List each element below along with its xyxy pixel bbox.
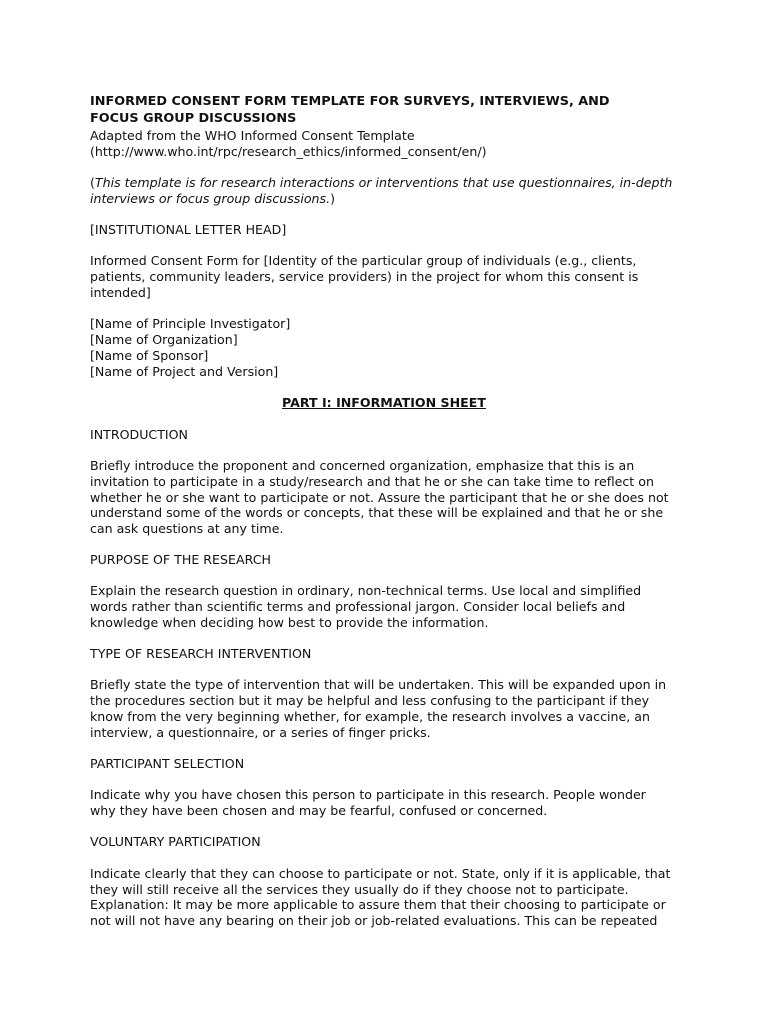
section-text-line: Briefly introduce the proponent and concerned organization, emphasize that this is an [90, 458, 635, 473]
consent-for-line-1: Informed Consent Form for [Identity of the particular group of individuals (e.g., clients, [90, 253, 637, 268]
section-heading: PURPOSE OF THE RESEARCH [90, 552, 271, 567]
part-heading-text: PART I: INFORMATION SHEET [282, 395, 486, 410]
section-heading: TYPE OF RESEARCH INTERVENTION [90, 646, 312, 661]
section-text-line: knowledge when deciding how best to provide the information. [90, 615, 489, 630]
section-text-line: understand some of the words or concepts, that these will be explained and that he or she [90, 505, 664, 520]
section-text-line: invitation to participate in a study/research and that he or she can take time to reflect on [90, 474, 654, 489]
section-text-line: can ask questions at any time. [90, 521, 284, 536]
project-version-placeholder: [Name of Project and Version] [90, 364, 279, 379]
who-url-line: (http://www.who.int/rpc/research_ethics/informed_consent/en/) [90, 144, 487, 159]
section-text-line: Indicate why you have chosen this person to participate in this research. People wonder [90, 787, 646, 802]
part-heading [0, 395, 768, 411]
template-note-line-1 [90, 175, 672, 191]
template-note-line-2 [90, 191, 335, 207]
section-heading: INTRODUCTION [90, 427, 188, 442]
section-text-line: Indicate clearly that they can choose to participate or not. State, only if it is applicable, that [90, 866, 671, 881]
section-heading: VOLUNTARY PARTICIPATION [90, 834, 261, 849]
document-title-line-2: FOCUS GROUP DISCUSSIONS [90, 111, 297, 126]
section-text-line: whether he or she want to participate or not. Assure the participant that he or she does not [90, 490, 669, 505]
principal-investigator-placeholder: [Name of Principle Investigator] [90, 316, 291, 331]
template-note-open-paren: ( [90, 175, 95, 190]
section-text-line: why they have been chosen and may be fearful, confused or concerned. [90, 803, 548, 818]
section-text-line: the procedures section but it may be helpful and less confusing to the participant if they [90, 693, 650, 708]
section-text-line: Explain the research question in ordinary, non-technical terms. Use local and simplified [90, 583, 642, 598]
section-text-line: interview, a questionnaire, or a series of finger pricks. [90, 725, 431, 740]
template-note-italic-2: interviews or focus group discussions. [90, 191, 331, 206]
section-heading: PARTICIPANT SELECTION [90, 756, 245, 771]
adapted-from-line: Adapted from the WHO Informed Consent Template [90, 128, 415, 143]
letterhead-placeholder: [INSTITUTIONAL LETTER HEAD] [90, 222, 287, 237]
section-text-line: Briefly state the type of intervention that will be undertaken. This will be expanded upon in [90, 677, 667, 692]
section-text-line: they will still receive all the services they usually do if they choose not to participate. [90, 882, 629, 897]
section-text-line: Explanation: It may be more applicable to assure them that their choosing to participate or [90, 897, 666, 912]
consent-for-line-3: intended] [90, 285, 151, 300]
sponsor-placeholder: [Name of Sponsor] [90, 348, 209, 363]
organization-placeholder: [Name of Organization] [90, 332, 238, 347]
document-title-line-1: INFORMED CONSENT FORM TEMPLATE FOR SURVEYS, INTERVIEWS, AND [90, 94, 610, 109]
template-note-italic-1: This template is for research interactions or interventions that use questionnaires, in-depth [94, 175, 673, 190]
template-note-close-paren: ) [330, 191, 336, 206]
consent-for-line-2: patients, community leaders, service providers) in the project for whom this consent is [90, 269, 639, 284]
section-text-line: know from the very beginning whether, for example, the research involves a vaccine, an [90, 709, 650, 724]
section-text-line: not will not have any bearing on their job or job-related evaluations. This can be repeated [90, 913, 658, 928]
section-text-line: words rather than scientific terms and professional jargon. Consider local beliefs and [90, 599, 626, 614]
